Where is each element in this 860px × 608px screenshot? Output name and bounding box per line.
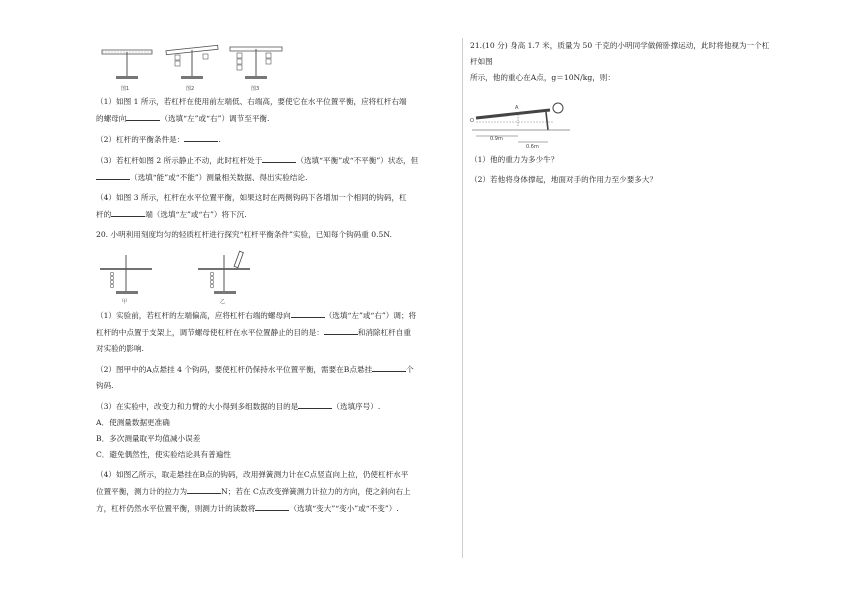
- answer-blank[interactable]: [187, 483, 221, 494]
- q21-stem: 21.(10 分) 身高 1.7 米，质量为 50 千克的小明同学做俯卧撑运动，此时将他视为一个杠杆如图 所示，他的重心在A点，g＝10N/kg，则：: [470, 41, 770, 82]
- q20-stem: 20. 小明利用刻度均匀的轻质杠杆进行探究“杠杆平衡条件”实验，已知每个钩码重 0.5N.: [96, 230, 392, 239]
- answer-blank[interactable]: [324, 324, 358, 335]
- q20-part-3: （3）在实验中，改变力和力臂的大小得到多组数据的目的是 （选填序号）. A．使测量数据更准确 B．多次测量取平均值减小误差 C．避免偶然性，使实验结论具有普遍性: [96, 398, 462, 463]
- spring-scale-icon: [234, 251, 243, 267]
- answer-blank[interactable]: [298, 398, 332, 409]
- answer-blank[interactable]: [111, 206, 145, 217]
- lever-figure-yi: [198, 251, 250, 305]
- answer-blank[interactable]: [262, 152, 296, 163]
- option-c: C．避免偶然性，使实验结论具有普遍性: [96, 450, 231, 459]
- q19-part-3: （3）若杠杆如图 2 所示静止不动，此时杠杆处于 （选填“平衡”或“不平衡”）状态，但 （选填“能”或“不能”）测量相关数据、得出实验结论.: [96, 152, 462, 186]
- lever-figure-3: [230, 47, 282, 92]
- q19-part-2: （2）杠杆的平衡条件是： .: [96, 131, 462, 148]
- distance-label-2: 0.6m: [526, 144, 539, 150]
- right-column: [470, 38, 770, 192]
- answer-blank[interactable]: [126, 110, 160, 121]
- q20-part-2: （2）图甲中的A点悬挂 4 个钩码，要使杠杆仍保持水平位置平衡，需要在B点悬挂 个 钩码.: [96, 361, 462, 394]
- q21-pushup-figure: [470, 90, 590, 152]
- q21-part-1: （1）他的重力为多少牛？: [470, 155, 559, 164]
- q20-part-4: （4）如图乙所示，取走悬挂在B点的钩码，改用弹簧测力计在C点竖直向上拉，仍使杠杆水平 位置平衡，测力计的拉力为 N；若在 C点改变弹簧测力计拉力的方向，使之斜向右上 方，杠杆仍然水平位置平衡，则测力计的读数将 （选填“变大”“变小”或“不变”）.: [96, 470, 411, 513]
- q19-part-1: （1）如图 1 所示，若杠杆在使用前左端低、右端高，要使它在水平位置平衡，应将杠杆右端 的螺母向 （选填“左”或“右”）调节至平衡.: [96, 97, 407, 123]
- option-a: A．使测量数据更准确: [96, 418, 170, 427]
- q20-figure: [96, 247, 296, 307]
- answer-blank[interactable]: [96, 169, 130, 180]
- answer-blank[interactable]: [372, 361, 406, 372]
- column-divider: [462, 38, 463, 558]
- distance-label-1: 0.9m: [490, 136, 503, 142]
- q19-figure: [96, 38, 296, 94]
- answer-blank[interactable]: [291, 307, 325, 318]
- q21-part-2: （2）若他将身体撑起，地面对手的作用力至少要多大？: [470, 175, 658, 184]
- q19-part-4: （4）如图 3 所示，杠杆在水平位置平衡，如果这时在两侧钩码下各增加一个相同的钩码，杠 杆的 端（选填“左”或“右”）将下沉.: [96, 193, 407, 219]
- q20-part-1: （1）实验前，若杠杆的左端偏高，应将杠杆右端的螺母向 （选填“左”或“右”）调；将 杠杆的中点置于支架上，调节螺母使杠杆在水平位置静止的目的是： 和消除杠杆自重 对实验的影响.: [96, 307, 462, 357]
- lever-figure-1: [102, 50, 152, 92]
- figure-2-caption: 图2: [186, 86, 195, 92]
- figure-1-caption: 图1: [121, 86, 130, 92]
- left-column: [96, 38, 462, 521]
- point-a-label: A: [515, 105, 519, 111]
- answer-blank[interactable]: [255, 500, 289, 511]
- figure-jia-caption: 甲: [122, 299, 128, 305]
- lever-figure-2: [166, 45, 218, 92]
- option-b: B．多次测量取平均值减小误差: [96, 434, 201, 443]
- pivot-label: O: [470, 118, 474, 124]
- answer-blank[interactable]: [184, 131, 218, 142]
- lever-figure-jia: [100, 255, 152, 305]
- figure-yi-caption: 乙: [220, 299, 226, 305]
- figure-3-caption: 图3: [251, 86, 260, 92]
